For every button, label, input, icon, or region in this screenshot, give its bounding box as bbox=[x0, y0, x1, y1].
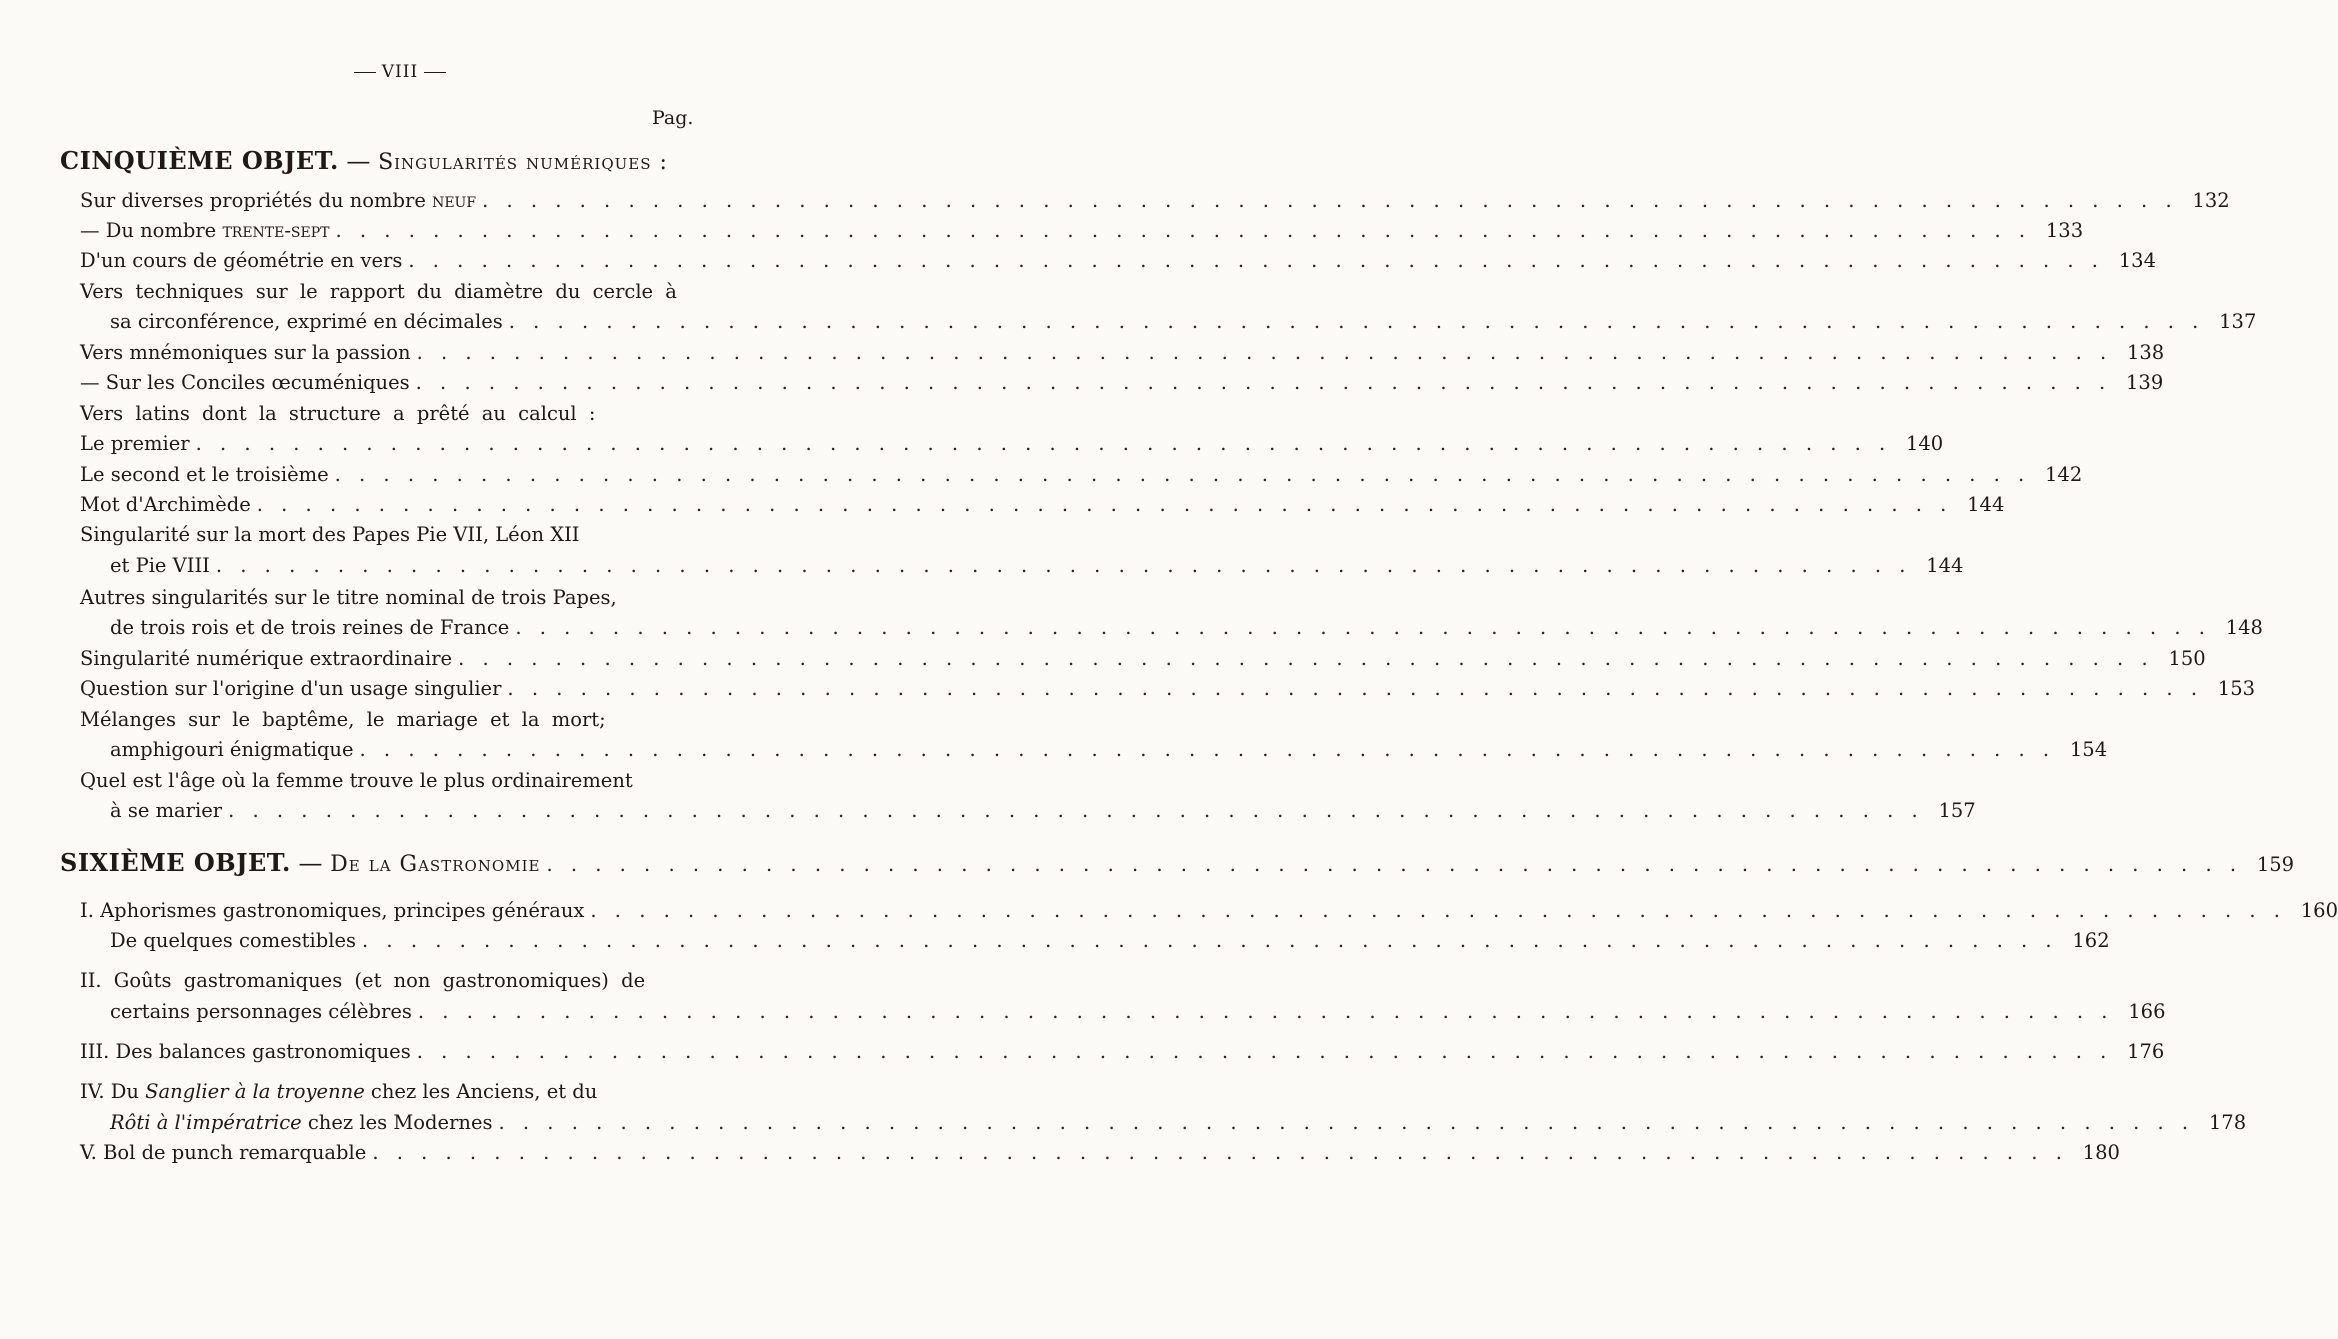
entry-text: Mélanges sur le baptême, le mariage et la mort; bbox=[80, 708, 606, 731]
toc-entry-line bbox=[80, 520, 720, 550]
dot-leader bbox=[356, 926, 2058, 956]
dot-leader bbox=[354, 735, 2056, 765]
toc-entry bbox=[110, 926, 2110, 956]
dot-leader bbox=[330, 216, 2032, 246]
header-dash-right bbox=[424, 72, 446, 73]
entry-text: à se marier bbox=[110, 799, 223, 822]
entry-page: 166 bbox=[2128, 1000, 2166, 1023]
entry-text: D'un cours de géométrie en vers bbox=[80, 249, 403, 272]
entry-page: 148 bbox=[2225, 616, 2263, 639]
section-title-dash: — bbox=[290, 849, 331, 877]
dot-leader bbox=[509, 613, 2211, 643]
entry-text: Quel est l'âge où la femme trouve le plus ordinairement bbox=[80, 769, 633, 792]
entry-page: 144 bbox=[1967, 493, 2005, 516]
toc-entry bbox=[80, 490, 2005, 520]
dot-leader bbox=[190, 429, 1892, 459]
entry-text: Vers latins dont la structure a prêté au calcul : bbox=[80, 402, 596, 425]
dot-leader bbox=[412, 997, 2114, 1027]
section-title-dash: — bbox=[338, 147, 379, 175]
section-title-main: CINQUIÈME OBJET. bbox=[60, 146, 339, 175]
entry-text: et Pie VIII bbox=[110, 554, 210, 577]
toc-entry bbox=[110, 551, 1964, 581]
section-title-sub: Singularités numériques : bbox=[378, 150, 668, 175]
toc-entry bbox=[80, 368, 2164, 398]
page-header bbox=[0, 62, 800, 82]
entry-text: V. Bol de punch remarquable bbox=[80, 1141, 367, 1164]
entry-text: certains personnages célèbres bbox=[110, 1000, 412, 1023]
entry-text: II. Goûts gastromaniques (et non gastronomiques) de bbox=[80, 969, 646, 992]
entry-text: — Du nombre trente-sept bbox=[80, 219, 330, 242]
entry-page: 132 bbox=[2192, 189, 2230, 212]
toc-entry bbox=[110, 997, 2166, 1027]
entry-text: Rôti à l'impératrice chez les Modernes bbox=[110, 1111, 493, 1134]
entry-page: 154 bbox=[2069, 738, 2108, 761]
toc-entry bbox=[110, 796, 1976, 826]
entry-page: 176 bbox=[2127, 1040, 2165, 1063]
dot-leader bbox=[410, 368, 2112, 398]
toc-entry-line bbox=[80, 766, 720, 796]
entry-text bbox=[60, 846, 540, 882]
entry-text: sa circonférence, exprimé en décimales bbox=[110, 310, 503, 333]
dot-leader bbox=[503, 307, 2205, 337]
section-title-main: SIXIÈME OBJET. bbox=[60, 848, 291, 877]
entry-text: Vers techniques sur le rapport du diamètre du cercle à bbox=[80, 280, 677, 303]
toc-entry bbox=[80, 1138, 2120, 1168]
dot-leader bbox=[411, 1037, 2113, 1067]
toc-entry bbox=[80, 246, 2156, 276]
entry-page: 134 bbox=[2118, 249, 2156, 272]
entry-text: — Sur les Conciles œcuméniques bbox=[80, 371, 410, 394]
entry-text: Mot d'Archimède bbox=[80, 493, 251, 516]
entry-page: 144 bbox=[1926, 554, 1964, 577]
header-dash-left bbox=[354, 72, 376, 73]
toc-entry bbox=[80, 644, 2206, 674]
entry-text: De quelques comestibles bbox=[110, 929, 357, 952]
toc-entry bbox=[80, 429, 1944, 459]
toc-entry bbox=[80, 460, 2083, 490]
dot-leader bbox=[329, 460, 2031, 490]
toc-entry bbox=[110, 613, 2263, 643]
dot-leader bbox=[493, 1108, 2195, 1138]
entry-text: Le premier bbox=[80, 432, 190, 455]
entry-text: I. Aphorismes gastronomiques, principes généraux bbox=[80, 899, 585, 922]
entry-page: 138 bbox=[2126, 341, 2165, 364]
toc-entry-line bbox=[80, 277, 720, 307]
entry-text: Vers mnémoniques sur la passion bbox=[80, 341, 411, 364]
toc-entry-line bbox=[80, 966, 720, 996]
entry-page: 159 bbox=[2256, 853, 2295, 876]
page-column-label: Pag. bbox=[652, 107, 694, 129]
toc-entry-line bbox=[80, 399, 720, 429]
toc-entry bbox=[80, 896, 2338, 926]
dot-leader bbox=[222, 796, 1924, 826]
entry-page: 157 bbox=[1938, 799, 1976, 822]
entry-text: III. Des balances gastronomiques bbox=[80, 1040, 411, 1063]
entry-page: 140 bbox=[1905, 432, 1944, 455]
dot-leader bbox=[251, 490, 1953, 520]
toc-entry bbox=[110, 1108, 2247, 1138]
entry-page: 133 bbox=[2045, 219, 2084, 242]
entry-text: Question sur l'origine d'un usage singulier bbox=[80, 677, 502, 700]
toc-entry bbox=[80, 186, 2230, 216]
dot-leader bbox=[540, 848, 2242, 882]
section-heading-5 bbox=[60, 146, 720, 175]
entry-text: Singularité numérique extraordinaire bbox=[80, 647, 453, 670]
toc-entry-line bbox=[80, 705, 720, 735]
toc-entry bbox=[110, 307, 2257, 337]
entry-page: 178 bbox=[2208, 1111, 2247, 1134]
dot-leader bbox=[501, 674, 2203, 704]
dot-leader bbox=[584, 896, 2286, 926]
entry-text: Le second et le troisième bbox=[80, 463, 329, 486]
entry-page: 153 bbox=[2217, 677, 2256, 700]
dot-leader bbox=[476, 186, 2178, 216]
dot-leader bbox=[366, 1138, 2068, 1168]
entry-text: de trois rois et de trois reines de France bbox=[110, 616, 510, 639]
dot-leader bbox=[452, 644, 2154, 674]
entry-page: 180 bbox=[2082, 1141, 2120, 1164]
toc-entry bbox=[80, 1037, 2165, 1067]
dot-leader bbox=[411, 338, 2113, 368]
dot-leader bbox=[210, 551, 1912, 581]
entry-text: Singularité sur la mort des Papes Pie VII, Léon XII bbox=[80, 523, 580, 546]
toc-entry-line bbox=[80, 1077, 720, 1107]
dot-leader bbox=[402, 246, 2104, 276]
entry-page: 142 bbox=[2045, 463, 2083, 486]
entry-page: 139 bbox=[2126, 371, 2164, 394]
entry-text: amphigouri énigmatique bbox=[110, 738, 354, 761]
entry-page: 160 bbox=[2300, 899, 2338, 922]
page-number: VIII bbox=[381, 62, 419, 82]
entry-page: 162 bbox=[2072, 929, 2110, 952]
entry-text: Sur diverses propriétés du nombre neuf bbox=[80, 189, 477, 212]
entry-page: 137 bbox=[2219, 310, 2257, 333]
entry-text: Autres singularités sur le titre nominal de trois Papes, bbox=[80, 586, 617, 609]
toc-entry-line bbox=[80, 583, 720, 613]
section-title-sub: De la Gastronomie bbox=[330, 852, 541, 877]
toc-entry bbox=[110, 735, 2108, 765]
entry-page: 150 bbox=[2168, 647, 2206, 670]
section-heading-6 bbox=[60, 846, 2295, 880]
toc-entry bbox=[80, 338, 2165, 368]
entry-text: IV. Du Sanglier à la troyenne chez les Anciens, et du bbox=[80, 1080, 598, 1103]
toc-entry bbox=[80, 674, 2256, 704]
toc-entry bbox=[80, 216, 2084, 246]
